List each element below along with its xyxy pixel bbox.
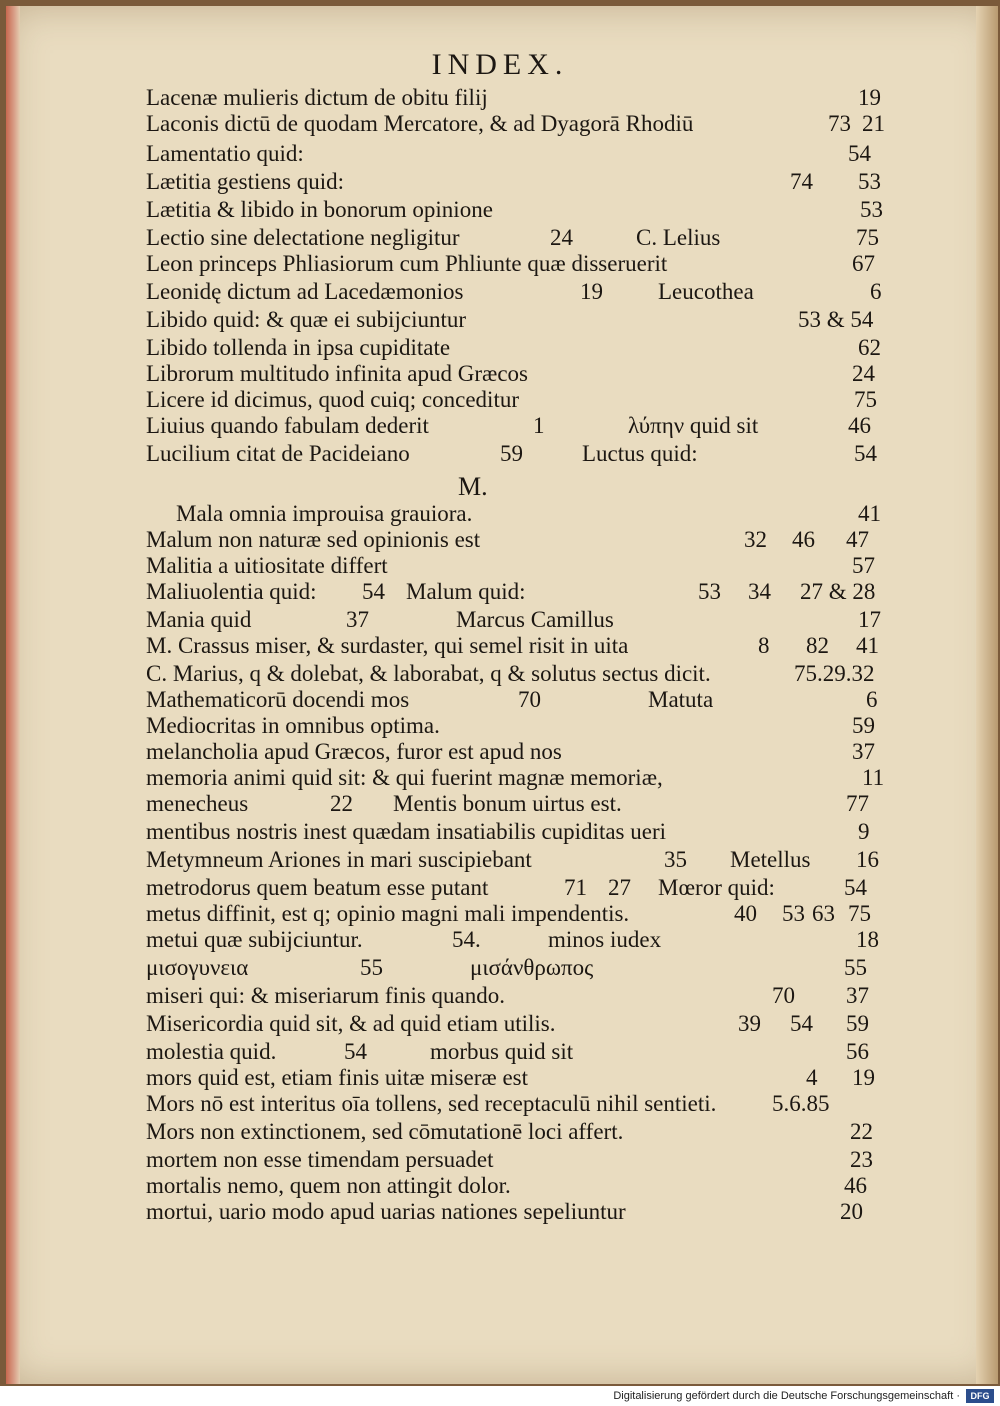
entry-page-number: 16: [856, 847, 879, 872]
entry-text: C. Marius, q & dolebat, & laborabat, q & solutus sectus dicit.: [146, 661, 711, 686]
entry-inline-ref: Matuta: [648, 687, 714, 712]
entry-text: Lamentatio quid:: [146, 141, 304, 166]
section-letter: M.: [458, 472, 488, 501]
page-title: INDEX.: [431, 48, 569, 81]
index-entry: [0, 790, 1000, 817]
entry-page-number: 75.29.32: [794, 661, 875, 686]
index-entry: [0, 818, 1000, 845]
entry-text: Mors non extinctionem, sed cōmutationē loci affert.: [146, 1119, 624, 1144]
entry-page-number: 46: [844, 1173, 867, 1198]
entry-inline-ref: minos iudex: [548, 927, 662, 952]
dfg-logo: DFG: [966, 1389, 994, 1403]
entry-page-number: 27 & 28: [800, 579, 876, 604]
index-entry: [0, 900, 1000, 927]
index-entry: [0, 578, 1000, 605]
entry-inline-ref: morbus quid sit: [430, 1039, 574, 1064]
entry-inline-ref: 59: [500, 441, 523, 466]
entry-text: Malitia a uitiositate differt: [146, 553, 388, 578]
entry-text: M. Crassus miser, & surdaster, qui semel risit in uita: [146, 633, 629, 658]
entry-text: Metymneum Ariones in mari suscipiebant: [146, 847, 532, 872]
entry-page-number: 82: [806, 633, 829, 658]
index-entry: [0, 632, 1000, 659]
index-entry: [0, 1038, 1000, 1065]
entry-page-number: 56: [846, 1039, 869, 1064]
index-entry: [0, 1090, 1000, 1117]
entry-page-number: 63: [812, 901, 835, 926]
entry-inline-ref: 37: [346, 607, 369, 632]
entry-page-number: 24: [852, 361, 875, 386]
entry-text: mortalis nemo, quem non attingit dolor.: [146, 1173, 511, 1198]
entry-text: Mors nō est interitus oīa tollens, sed receptaculū nihil sentieti.: [146, 1091, 717, 1116]
entry-text: Laconis dictū de quodam Mercatore, & ad Dyagorā Rhodiū: [146, 111, 694, 136]
index-entry: [0, 84, 1000, 111]
entry-page-number: 32: [744, 527, 767, 552]
entry-inline-ref: 35: [664, 847, 687, 872]
index-entry: [0, 1010, 1000, 1037]
entry-page-number: 11: [862, 765, 885, 790]
index-entry: [0, 278, 1000, 305]
entry-text: Lucilium citat de Pacideiano: [146, 441, 410, 466]
entry-text: Leonidę dictum ad Lacedæmonios: [146, 279, 464, 304]
entry-inline-ref: 71: [564, 875, 587, 900]
entry-page-number: 41: [856, 633, 879, 658]
entry-text: Liuius quando fabulam dederit: [146, 413, 429, 438]
entry-page-number: 46: [792, 527, 815, 552]
entry-page-number: 73: [828, 111, 851, 136]
entry-text: menecheus: [146, 791, 249, 816]
entry-inline-ref: 54: [362, 579, 385, 604]
index-entry: [0, 1064, 1000, 1091]
entry-page-number: 54: [848, 141, 871, 166]
entry-page-number: 53: [782, 901, 805, 926]
index-entry: [0, 526, 1000, 553]
index-entry: [0, 686, 1000, 713]
entry-text: Leon princeps Phliasiorum cum Phliunte quæ disseruerit: [146, 251, 668, 276]
entry-inline-ref: μισάνθρωπος: [470, 955, 594, 980]
entry-page-number: 6: [866, 687, 878, 712]
entry-page-number: 39: [738, 1011, 761, 1036]
entry-text: Libido quid: & quæ ei subijciuntur: [146, 307, 467, 332]
index-entry: [0, 926, 1000, 953]
entry-page-number: 18: [856, 927, 879, 952]
index-entry: [0, 140, 1000, 167]
entry-text: Mathematicorū docendi mos: [146, 687, 410, 712]
entry-page-number: 75: [854, 387, 877, 412]
entry-page-number: 62: [858, 335, 881, 360]
entry-text: melancholia apud Græcos, furor est apud nos: [146, 739, 562, 764]
entry-text: Libido tollenda in ipsa cupiditate: [146, 335, 451, 360]
entry-page-number: 54: [790, 1011, 813, 1036]
index-entry: [0, 360, 1000, 387]
entry-page-number: 59: [852, 713, 875, 738]
entry-page-number: 70: [772, 983, 795, 1008]
entry-page-number: 47: [846, 527, 869, 552]
index-entry: [0, 982, 1000, 1009]
entry-text: Lectio sine delectatione negligitur: [146, 225, 460, 250]
index-entry: [0, 1146, 1000, 1173]
entry-inline-ref: Marcus Camillus: [456, 607, 614, 632]
index-entry: [0, 874, 1000, 901]
entry-page-number: 34: [748, 579, 771, 604]
entry-inline-ref: 19: [580, 279, 603, 304]
index-entry: [0, 1198, 1000, 1225]
entry-text: Lætitia gestiens quid:: [146, 169, 345, 194]
index-entry: [0, 846, 1000, 873]
entry-page-number: 37: [846, 983, 869, 1008]
entry-text: miseri qui: & miseriarum finis quando.: [146, 983, 506, 1008]
index-entry: [0, 306, 1000, 333]
entry-page-number: 55: [844, 955, 867, 980]
entry-text: Licere id dicimus, quod cuiq; conceditur: [146, 387, 519, 412]
entry-page-number: 5.6.85: [772, 1091, 830, 1116]
entry-page-number: 17: [858, 607, 881, 632]
entry-text: metui quæ subijciuntur.: [146, 927, 363, 952]
entry-text: memoria animi quid sit: & qui fuerint magnæ memoriæ,: [146, 765, 663, 790]
entry-inline-ref: 27: [608, 875, 631, 900]
entry-page-number: 23: [850, 1147, 873, 1172]
entry-page-number: 53: [858, 169, 881, 194]
entry-text: Misericordia quid sit, & ad quid etiam utilis.: [146, 1011, 556, 1036]
entry-page-number: 20: [840, 1199, 863, 1224]
index-entry: [0, 224, 1000, 251]
entry-page-number: 8: [758, 633, 770, 658]
index-entry: [0, 110, 1000, 137]
entry-page-number: 77: [846, 791, 869, 816]
entry-inline-ref: 70: [518, 687, 541, 712]
entry-page-number: 57: [852, 553, 875, 578]
entry-page-number: 74: [790, 169, 813, 194]
entry-page-number: 46: [848, 413, 871, 438]
entry-inline-ref: 55: [360, 955, 383, 980]
index-entry: [0, 1118, 1000, 1145]
entry-page-number: 53: [698, 579, 721, 604]
entry-text: Lætitia & libido in bonorum opinione: [146, 197, 493, 222]
entry-text: metus diffinit, est q; opinio magni mali impendentis.: [146, 901, 630, 926]
entry-text: Lacenæ mulieris dictum de obitu filij: [146, 85, 488, 110]
index-entry: [0, 334, 1000, 361]
index-entry: [0, 386, 1000, 413]
entry-inline-ref: Mœror quid:: [658, 875, 775, 900]
entry-page-number: 19: [858, 85, 881, 110]
entry-inline-ref: Luctus quid:: [582, 441, 698, 466]
entry-page-number: 54: [844, 875, 867, 900]
entry-page-number: 53 & 54: [798, 307, 874, 332]
entry-text: Librorum multitudo infinita apud Græcos: [146, 361, 529, 386]
entry-text: mentibus nostris inest quædam insatiabilis cupiditas ueri: [146, 819, 667, 844]
entry-inline-ref: Leucothea: [658, 279, 754, 304]
entry-text: Maliuolentia quid:: [146, 579, 317, 604]
entry-page-number: 54: [854, 441, 877, 466]
entry-text: mors quid est, etiam finis uitæ miseræ est: [146, 1065, 529, 1090]
entry-page-number: 6: [870, 279, 882, 304]
entry-page-number: 4: [806, 1065, 818, 1090]
entry-text: Mania quid: [146, 607, 252, 632]
footer-credit: Digitalisierung gefördert durch die Deutsche Forschungsgemeinschaft ·: [613, 1390, 960, 1402]
entry-inline-ref: C. Lelius: [636, 225, 721, 250]
index-entry: [0, 500, 1000, 527]
entry-page-number: 75: [848, 901, 871, 926]
index-entry: [0, 606, 1000, 633]
entry-text: Malum non naturæ sed opinionis est: [146, 527, 481, 552]
index-entry: [0, 738, 1000, 765]
entry-text: Mala omnia improuisa grauiora.: [176, 501, 473, 526]
index-entry: [0, 440, 1000, 467]
entry-text: metrodorus quem beatum esse putant: [146, 875, 489, 900]
entry-page-number: 41: [858, 501, 881, 526]
entry-page-number: 9: [858, 819, 870, 844]
entry-page-number: 22: [850, 1119, 873, 1144]
entry-page-number: 53: [860, 197, 883, 222]
entry-inline-ref: 22: [330, 791, 353, 816]
entry-inline-ref: Metellus: [730, 847, 811, 872]
entry-page-number: 40: [734, 901, 757, 926]
index-entry: [0, 250, 1000, 277]
index-entry: [0, 168, 1000, 195]
index-entry: [0, 412, 1000, 439]
entry-inline-ref: 24: [550, 225, 573, 250]
entry-text: μισογυνεια: [146, 955, 249, 980]
entry-text: Mediocritas in omnibus optima.: [146, 713, 440, 738]
index-entry: [0, 954, 1000, 981]
index-entry: [0, 764, 1000, 791]
index-entry: [0, 196, 1000, 223]
index-entry: [0, 660, 1000, 687]
entry-page-number: 37: [852, 739, 875, 764]
entry-inline-ref: 1: [533, 413, 545, 438]
entry-page-number: 59: [846, 1011, 869, 1036]
entry-page-number: 67: [852, 251, 875, 276]
entry-page-number: 19: [852, 1065, 875, 1090]
entry-page-number: 21: [862, 111, 885, 136]
index-entry: [0, 552, 1000, 579]
entry-page-number: 75: [856, 225, 879, 250]
entry-text: molestia quid.: [146, 1039, 277, 1064]
entry-inline-ref: Mentis bonum uirtus est.: [393, 791, 622, 816]
index-entry: [0, 712, 1000, 739]
index-entry: [0, 1172, 1000, 1199]
entry-inline-ref: 54.: [452, 927, 481, 952]
entry-inline-ref: Malum quid:: [406, 579, 526, 604]
entry-inline-ref: λύπην quid sit: [628, 413, 759, 438]
entry-inline-ref: 54: [344, 1039, 367, 1064]
footer-bar: [0, 1386, 1000, 1406]
entry-text: mortui, uario modo apud uarias nationes sepeliuntur: [146, 1199, 626, 1224]
entry-text: mortem non esse timendam persuadet: [146, 1147, 494, 1172]
